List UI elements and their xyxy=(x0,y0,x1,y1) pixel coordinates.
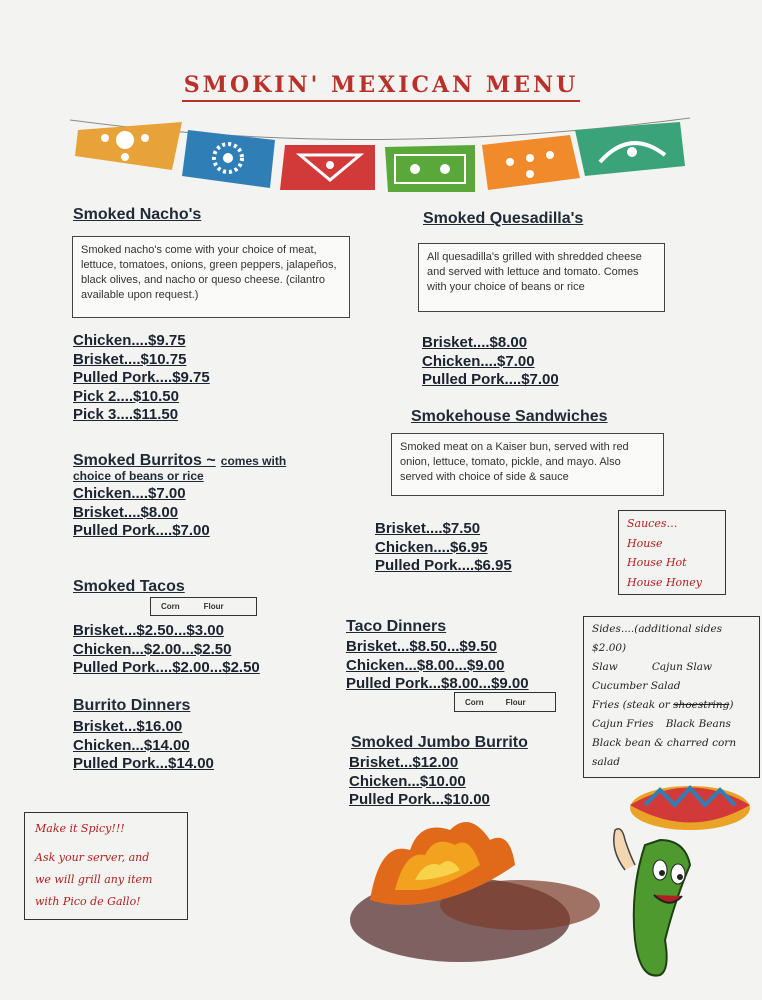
spicy-line: we will grill any item xyxy=(35,872,153,886)
tacos-corn-label: Corn xyxy=(161,602,180,611)
burrito-dinners-item: Pulled Pork...$14.00 xyxy=(73,755,214,772)
side-item: Cajun Slaw xyxy=(651,661,713,673)
sandwiches-header: Smokehouse Sandwiches xyxy=(411,408,608,425)
burrito-dinners-item: Chicken...$14.00 xyxy=(73,736,190,754)
nachos-price-list xyxy=(73,332,210,425)
burritos-item: Pulled Pork....$7.00 xyxy=(73,522,210,539)
nachos-item: Chicken....$9.75 xyxy=(73,332,186,349)
burritos-subheader-2: choice of beans or rice xyxy=(73,469,204,483)
flag-green xyxy=(385,145,475,192)
tacos-price-list xyxy=(73,622,260,678)
papel-picado-banner xyxy=(70,100,690,195)
jumbo-item: Brisket...$12.00 xyxy=(349,754,459,771)
quesadillas-item: Pulled Pork....$7.00 xyxy=(422,371,559,388)
nachos-header: Smoked Nacho's xyxy=(73,206,202,223)
menu-title-text: SMOKIN' MEXICAN MENU xyxy=(182,72,581,102)
taco-dinners-item: Brisket...$8.50...$9.50 xyxy=(346,638,497,655)
burritos-price-list xyxy=(73,485,210,541)
burritos-item: Brisket....$8.00 xyxy=(73,503,179,521)
side-item: Cucumber Salad xyxy=(592,680,681,692)
quesadillas-item: Brisket....$8.00 xyxy=(422,334,528,351)
sides-row xyxy=(592,696,751,715)
burritos-header-line xyxy=(73,450,286,470)
sauces-box xyxy=(618,510,726,595)
taco-dinners-header: Taco Dinners xyxy=(346,618,447,635)
tacos-item: Chicken...$2.00...$2.50 xyxy=(73,640,232,658)
jumbo-item: Chicken...$10.00 xyxy=(349,772,466,790)
spicy-box xyxy=(24,812,188,920)
jalapeno-mascot-icon xyxy=(590,770,760,985)
quesadillas-header: Smoked Quesadilla's xyxy=(423,210,584,227)
sandwiches-item: Chicken....$6.95 xyxy=(375,538,488,556)
taco-dinners-flour-label: Flour xyxy=(505,697,526,707)
flag-teal xyxy=(575,122,685,176)
side-item: Fries (steak or xyxy=(592,699,674,711)
spicy-line: Ask your server, and xyxy=(35,850,150,864)
sauce-item: House Hot xyxy=(627,556,687,569)
side-item: Slaw xyxy=(592,661,618,673)
quesadillas-item: Chicken....$7.00 xyxy=(422,352,535,370)
tacos-flour-label: Flour xyxy=(203,602,224,611)
nachos-item: Pick 2....$10.50 xyxy=(73,387,179,405)
sides-title: Sides....(additional sides xyxy=(592,623,723,635)
taco-dinners-shell-box xyxy=(454,692,556,712)
taco-dinners-corn-label: Corn xyxy=(465,697,484,707)
burrito-dinners-price-list xyxy=(73,718,214,774)
tacos-item: Brisket...$2.50...$3.00 xyxy=(73,622,224,639)
taco-dinners-item: Chicken...$8.00...$9.00 xyxy=(346,656,505,674)
burrito-dinners-header: Burrito Dinners xyxy=(73,697,191,714)
burrito-dinners-item: Brisket...$16.00 xyxy=(73,718,183,735)
flag-red xyxy=(280,145,375,190)
sides-box xyxy=(583,616,760,778)
sandwiches-price-list xyxy=(375,520,512,576)
quesadillas-description: All quesadilla's grilled with shredded cheese and served with lettuce and tomato. Comes with your choice of beans or rice xyxy=(418,243,665,312)
tacos-header: Smoked Tacos xyxy=(73,578,185,595)
side-item-strikethrough: shoestring xyxy=(673,699,730,711)
burritos-header: Smoked Burritos ~ xyxy=(73,452,216,469)
spicy-line: with Pico de Gallo! xyxy=(35,894,141,908)
side-item: Black bean & charred corn xyxy=(592,737,737,749)
sides-row xyxy=(592,658,751,677)
nachos-item: Brisket....$10.75 xyxy=(73,350,187,368)
sauce-item: House xyxy=(627,536,663,550)
spicy-title: Make it Spicy!!! xyxy=(35,822,125,835)
sandwiches-description: Smoked meat on a Kaiser bun, served with red onion, lettuce, tomato, pickle, and mayo. Also served with choice of side & sauce xyxy=(391,433,664,496)
sandwiches-item: Pulled Pork....$6.95 xyxy=(375,557,512,574)
jumbo-item: Pulled Pork...$10.00 xyxy=(349,791,490,808)
side-item: Cajun Fries xyxy=(592,718,654,730)
burritos-subheader: comes with xyxy=(220,454,287,468)
burritos-item: Chicken....$7.00 xyxy=(73,485,186,502)
sandwiches-item: Brisket....$7.50 xyxy=(375,520,481,537)
nachos-description: Smoked nacho's come with your choice of meat, lettuce, tomatoes, onions, green peppers, jalapeños, black olives, and nacho or queso cheese. (cilantro available upon request.) xyxy=(72,236,350,318)
taco-dinners-item: Pulled Pork...$8.00...$9.00 xyxy=(346,675,529,692)
side-item: Black Beans xyxy=(665,718,731,730)
nachos-item: Pick 3....$11.50 xyxy=(73,406,179,423)
sauces-title: Sauces… xyxy=(627,517,678,530)
taco-dinners-price-list xyxy=(346,638,529,694)
flag-blue xyxy=(182,130,275,188)
tacos-item: Pulled Pork....$2.00...$2.50 xyxy=(73,659,260,676)
jumbo-price-list xyxy=(349,754,490,810)
sides-title-2: $2.00) xyxy=(592,642,627,654)
flame-illustration xyxy=(340,810,610,970)
nachos-item: Pulled Pork....$9.75 xyxy=(73,369,210,386)
side-item: ) xyxy=(729,699,734,711)
tacos-shell-box xyxy=(150,597,257,616)
quesadillas-price-list xyxy=(422,334,559,390)
sauce-item: House Honey xyxy=(627,575,702,589)
menu-title xyxy=(0,72,762,98)
flag-orange-2 xyxy=(482,135,580,190)
sides-row xyxy=(592,715,751,734)
side-item: salad xyxy=(592,756,620,768)
jumbo-header: Smoked Jumbo Burrito xyxy=(351,734,528,751)
flag-orange xyxy=(75,122,182,170)
